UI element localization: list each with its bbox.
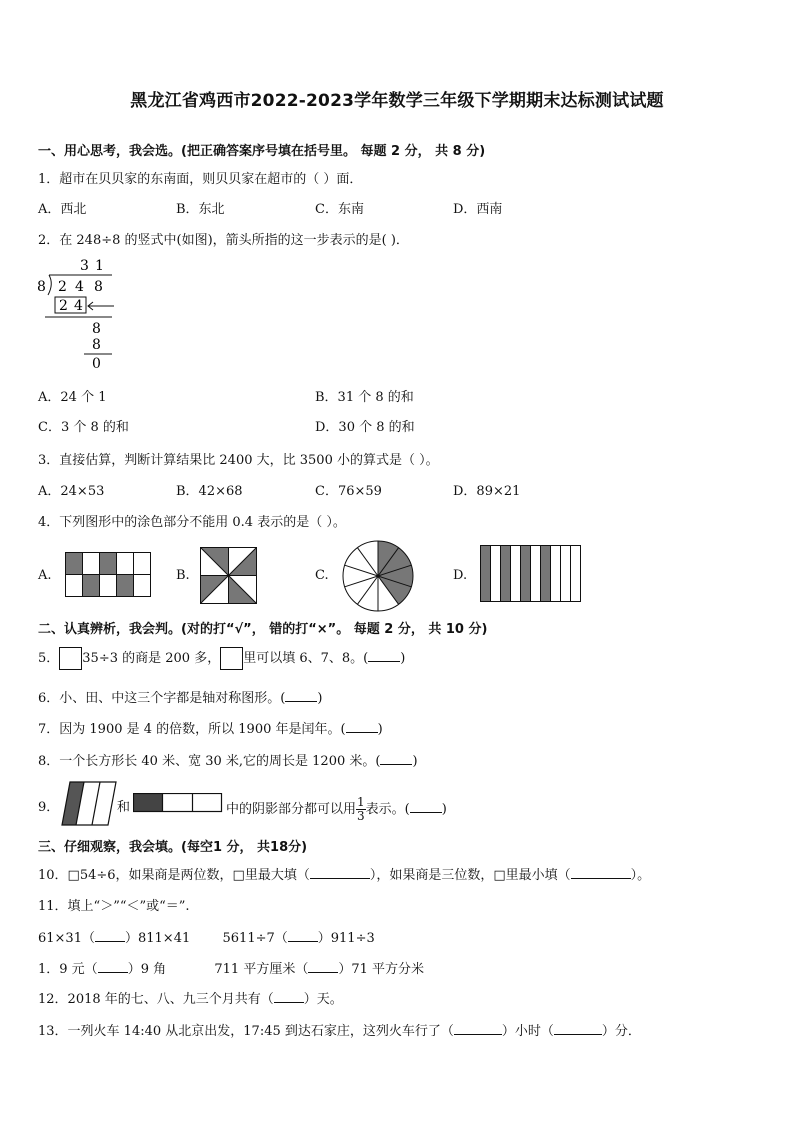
- fraction-one-third: $\frac{1}{3}$: [357, 795, 365, 823]
- question-9-number: 9．: [38, 800, 60, 815]
- subtract-digit: 8: [92, 337, 101, 353]
- question-13: 13．一列火车 14:40 从北京出发，17:45 到达石家庄，这列火车行了（ ）小时（ ）分．: [38, 1020, 641, 1039]
- question-11-row-2: 1．9 元（ ）9 角 711 平方厘米（ ）71 平方分米: [38, 958, 424, 977]
- answer-blank[interactable]: [288, 928, 318, 942]
- answer-blank[interactable]: [346, 719, 378, 733]
- parallelogram-figure: [60, 781, 118, 827]
- answer-blank[interactable]: [571, 865, 631, 879]
- question-5: 5． 35÷3 的商是 200 多， 里可以填 6、7、8。( ): [38, 647, 405, 670]
- question-11-stem: 11．填上“＞”“＜”或“＝”.: [38, 899, 190, 914]
- question-3-stem: 3．直接估算，判断计算结果比 2400 大，比 3500 小的算式是（ ）。: [38, 453, 439, 468]
- answer-blank[interactable]: [380, 751, 412, 765]
- question-2-option-b: B．31 个 8 的和: [315, 390, 414, 405]
- answer-box[interactable]: [59, 647, 82, 670]
- section-2-heading: 二、认真辨析，我会判。(对的打“√”， 错的打“×”。 每题 2 分， 共 10 分): [38, 622, 488, 637]
- question-3-option-b: B．42×68: [176, 484, 243, 499]
- answer-blank[interactable]: [308, 959, 338, 973]
- question-2-option-d: D．30 个 8 的和: [315, 420, 415, 435]
- question-1-option-d: D．西南: [453, 202, 503, 217]
- answer-blank[interactable]: [368, 648, 400, 662]
- figure-c-circle: [342, 540, 414, 612]
- figure-d-label: D.: [453, 568, 468, 583]
- answer-blank[interactable]: [95, 928, 125, 942]
- answer-blank[interactable]: [98, 959, 128, 973]
- question-3-option-d: D．89×21: [453, 484, 521, 499]
- quotient-digit: 1: [95, 258, 104, 274]
- question-2-option-c: C．3 个 8 的和: [38, 420, 129, 435]
- dividend-digit: 4: [75, 279, 84, 295]
- figure-b-label: B.: [176, 568, 190, 583]
- quotient-digit: 3: [80, 258, 89, 274]
- question-3-option-c: C．76×59: [315, 484, 382, 499]
- question-2-stem: 2．在 248÷8 的竖式中(如图)，箭头所指的这一步表示的是( )．: [38, 233, 409, 248]
- question-1-stem: 1．超市在贝贝家的东南面，则贝贝家在超市的（ ）面．: [38, 172, 363, 187]
- question-11-row-1: 61×31（ ）811×41 5611÷7（ ）911÷3: [38, 927, 375, 946]
- question-9-and: 和: [117, 800, 131, 815]
- remainder-digit: 8: [92, 321, 101, 337]
- page-title: 黑龙江省鸡西市2022-2023学年数学三年级下学期期末达标测试试题: [130, 91, 664, 111]
- question-6: 6．小、田、中这三个字都是轴对称图形。( ): [38, 687, 322, 706]
- answer-blank[interactable]: [310, 865, 370, 879]
- answer-blank[interactable]: [285, 688, 317, 702]
- answer-blank[interactable]: [454, 1021, 502, 1035]
- answer-blank[interactable]: [274, 989, 304, 1003]
- figure-a-grid: [65, 552, 151, 598]
- figure-c-label: C.: [315, 568, 329, 583]
- question-10: 10．□54÷6，如果商是两位数，□里最大填（ ），如果商是三位数，□里最小填（ ）。: [38, 864, 650, 883]
- figure-d-strips: [480, 545, 581, 603]
- figure-b-square: [200, 547, 257, 604]
- section-1-heading: 一、用心思考，我会选。(把正确答案序号填在括号里。 每题 2 分， 共 8 分): [38, 144, 486, 159]
- question-12: 12．2018 年的七、八、九三个月共有（ ）天。: [38, 988, 343, 1007]
- answer-blank[interactable]: [554, 1021, 602, 1035]
- question-1-option-b: B．东北: [176, 202, 225, 217]
- question-1-option-a: A．西北: [38, 202, 87, 217]
- question-8: 8．一个长方形长 40 米、宽 30 米,它的周长是 1200 米。( ): [38, 750, 418, 769]
- step-digit: 4: [74, 298, 83, 314]
- step-digit: 2: [59, 298, 68, 314]
- section-3-heading: 三、仔细观察，我会填。(每空1 分， 共18分): [38, 840, 308, 855]
- long-division-figure: [32, 254, 132, 374]
- strip-figure: [133, 793, 223, 813]
- divisor: 8: [37, 279, 46, 295]
- question-9-text: 中的阴影部分都可以用 $\frac{1}{3}$ 表示。( ): [226, 795, 447, 823]
- answer-box[interactable]: [220, 647, 243, 670]
- question-2-option-a: A．24 个 1: [38, 390, 107, 405]
- figure-a-label: A.: [38, 568, 52, 583]
- question-7: 7．因为 1900 是 4 的倍数，所以 1900 年是闰年。( ): [38, 718, 383, 737]
- dividend-digit: 2: [58, 279, 67, 295]
- dividend-digit: 8: [94, 279, 103, 295]
- question-1-option-c: C．东南: [315, 202, 364, 217]
- question-4-stem: 4．下列图形中的涂色部分不能用 0.4 表示的是（ ）。: [38, 515, 346, 530]
- answer-blank[interactable]: [410, 799, 442, 813]
- question-3-option-a: A．24×53: [38, 484, 105, 499]
- result-digit: 0: [92, 356, 101, 372]
